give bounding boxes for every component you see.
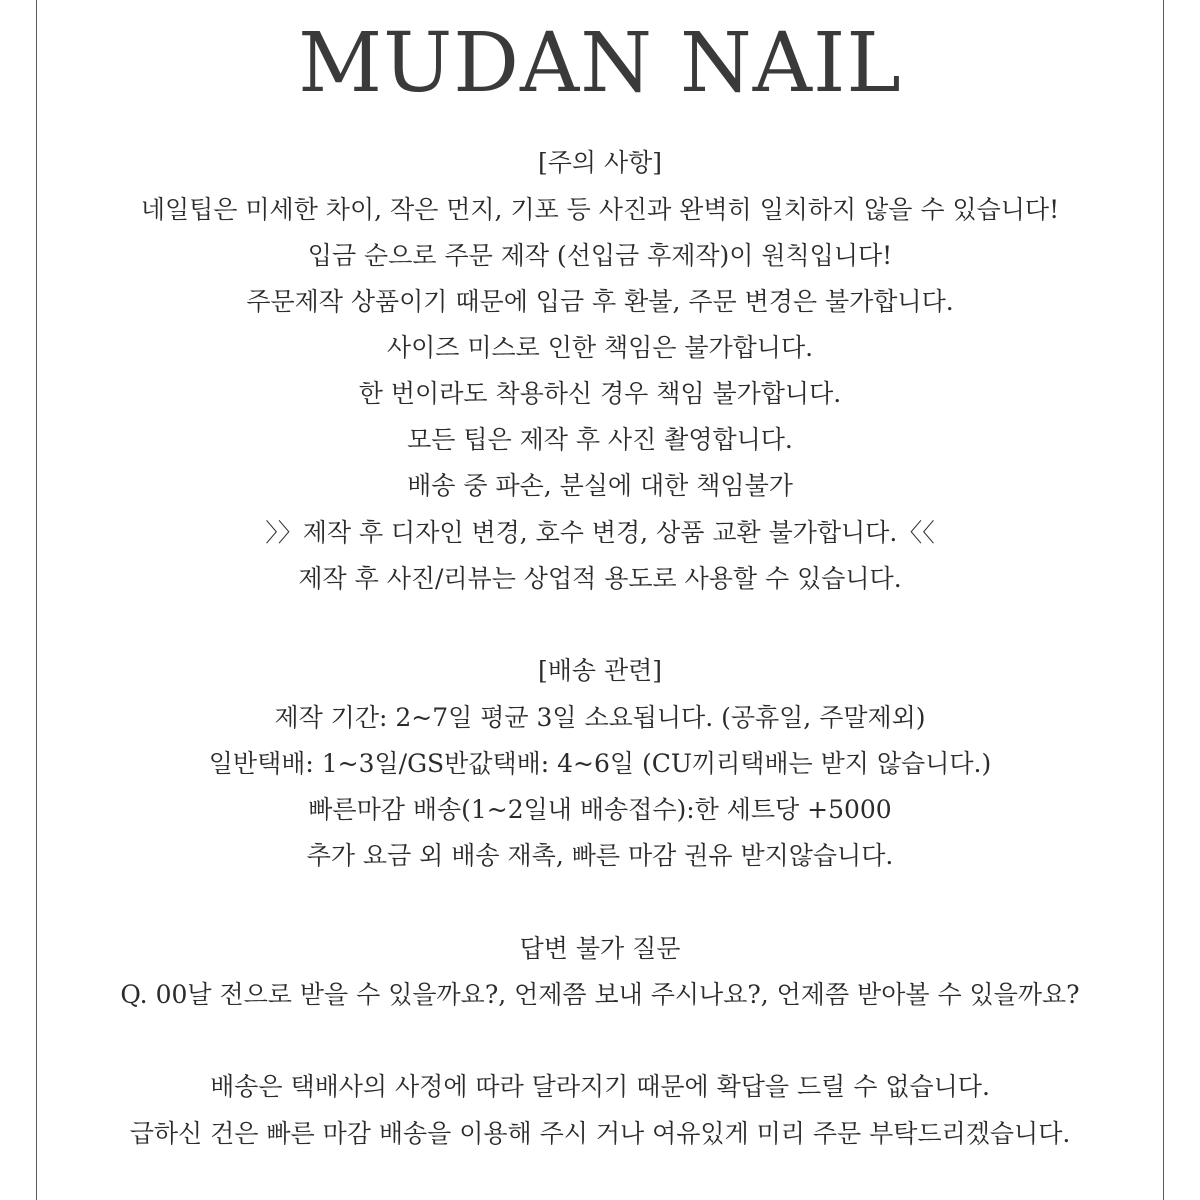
shipping-line: 빠른마감 배송(1~2일내 배송접수):한 세트당 +5000 [308, 795, 892, 824]
caution-line: 제작 후 사진/리뷰는 상업적 용도로 사용할 수 있습니다. [298, 564, 902, 593]
brand-title: MUDAN NAIL [298, 16, 902, 111]
no-answer-heading: 답변 불가 질문 [519, 934, 681, 963]
caution-line: 〉〉제작 후 디자인 변경, 호수 변경, 상품 교환 불가합니다.〈〈 [265, 518, 935, 547]
caution-line: 주문제작 상품이기 때문에 입금 후 환불, 주문 변경은 불가합니다. [246, 287, 954, 316]
caution-line: 사이즈 미스로 인한 책임은 불가합니다. [386, 333, 814, 362]
shipping-heading: [배송 관련] [537, 656, 663, 685]
caution-heading: [주의 사항] [537, 148, 663, 177]
caution-line: 한 번이라도 착용하신 경우 책임 불가합니다. [358, 379, 842, 408]
shipping-line: 일반택배: 1~3일/GS반값택배: 4~6일 (CU끼리택배는 받지 않습니다.) [208, 749, 992, 778]
no-answer-line: 급하신 건은 빠른 마감 배송을 이용해 주시 거나 여유있게 미리 주문 부탁드리겠습니다. [129, 1119, 1071, 1148]
caution-line: 모든 팁은 제작 후 사진 촬영합니다. [407, 425, 793, 454]
shipping-line: 제작 기간: 2~7일 평균 3일 소요됩니다. (공휴일, 주말제외) [274, 703, 926, 732]
shipping-line: 추가 요금 외 배송 재촉, 빠른 마감 권유 받지않습니다. [306, 841, 894, 870]
page-border [36, 0, 1164, 1200]
caution-line: 네일팁은 미세한 차이, 작은 먼지, 기포 등 사진과 완벽히 일치하지 않을 수 있습니다! [140, 195, 1060, 224]
caution-line: 배송 중 파손, 분실에 대한 책임불가 [407, 471, 793, 500]
no-answer-line: 배송은 택배사의 사정에 따라 달라지기 때문에 확답을 드릴 수 없습니다. [210, 1072, 990, 1101]
caution-line: 입금 순으로 주문 제작 (선입금 후제작)이 원칙입니다! [307, 241, 893, 270]
no-answer-question: Q. 00날 전으로 받을 수 있을까요?, 언제쯤 보내 주시나요?, 언제쯤 받아볼 수 있을까요? [120, 980, 1080, 1009]
